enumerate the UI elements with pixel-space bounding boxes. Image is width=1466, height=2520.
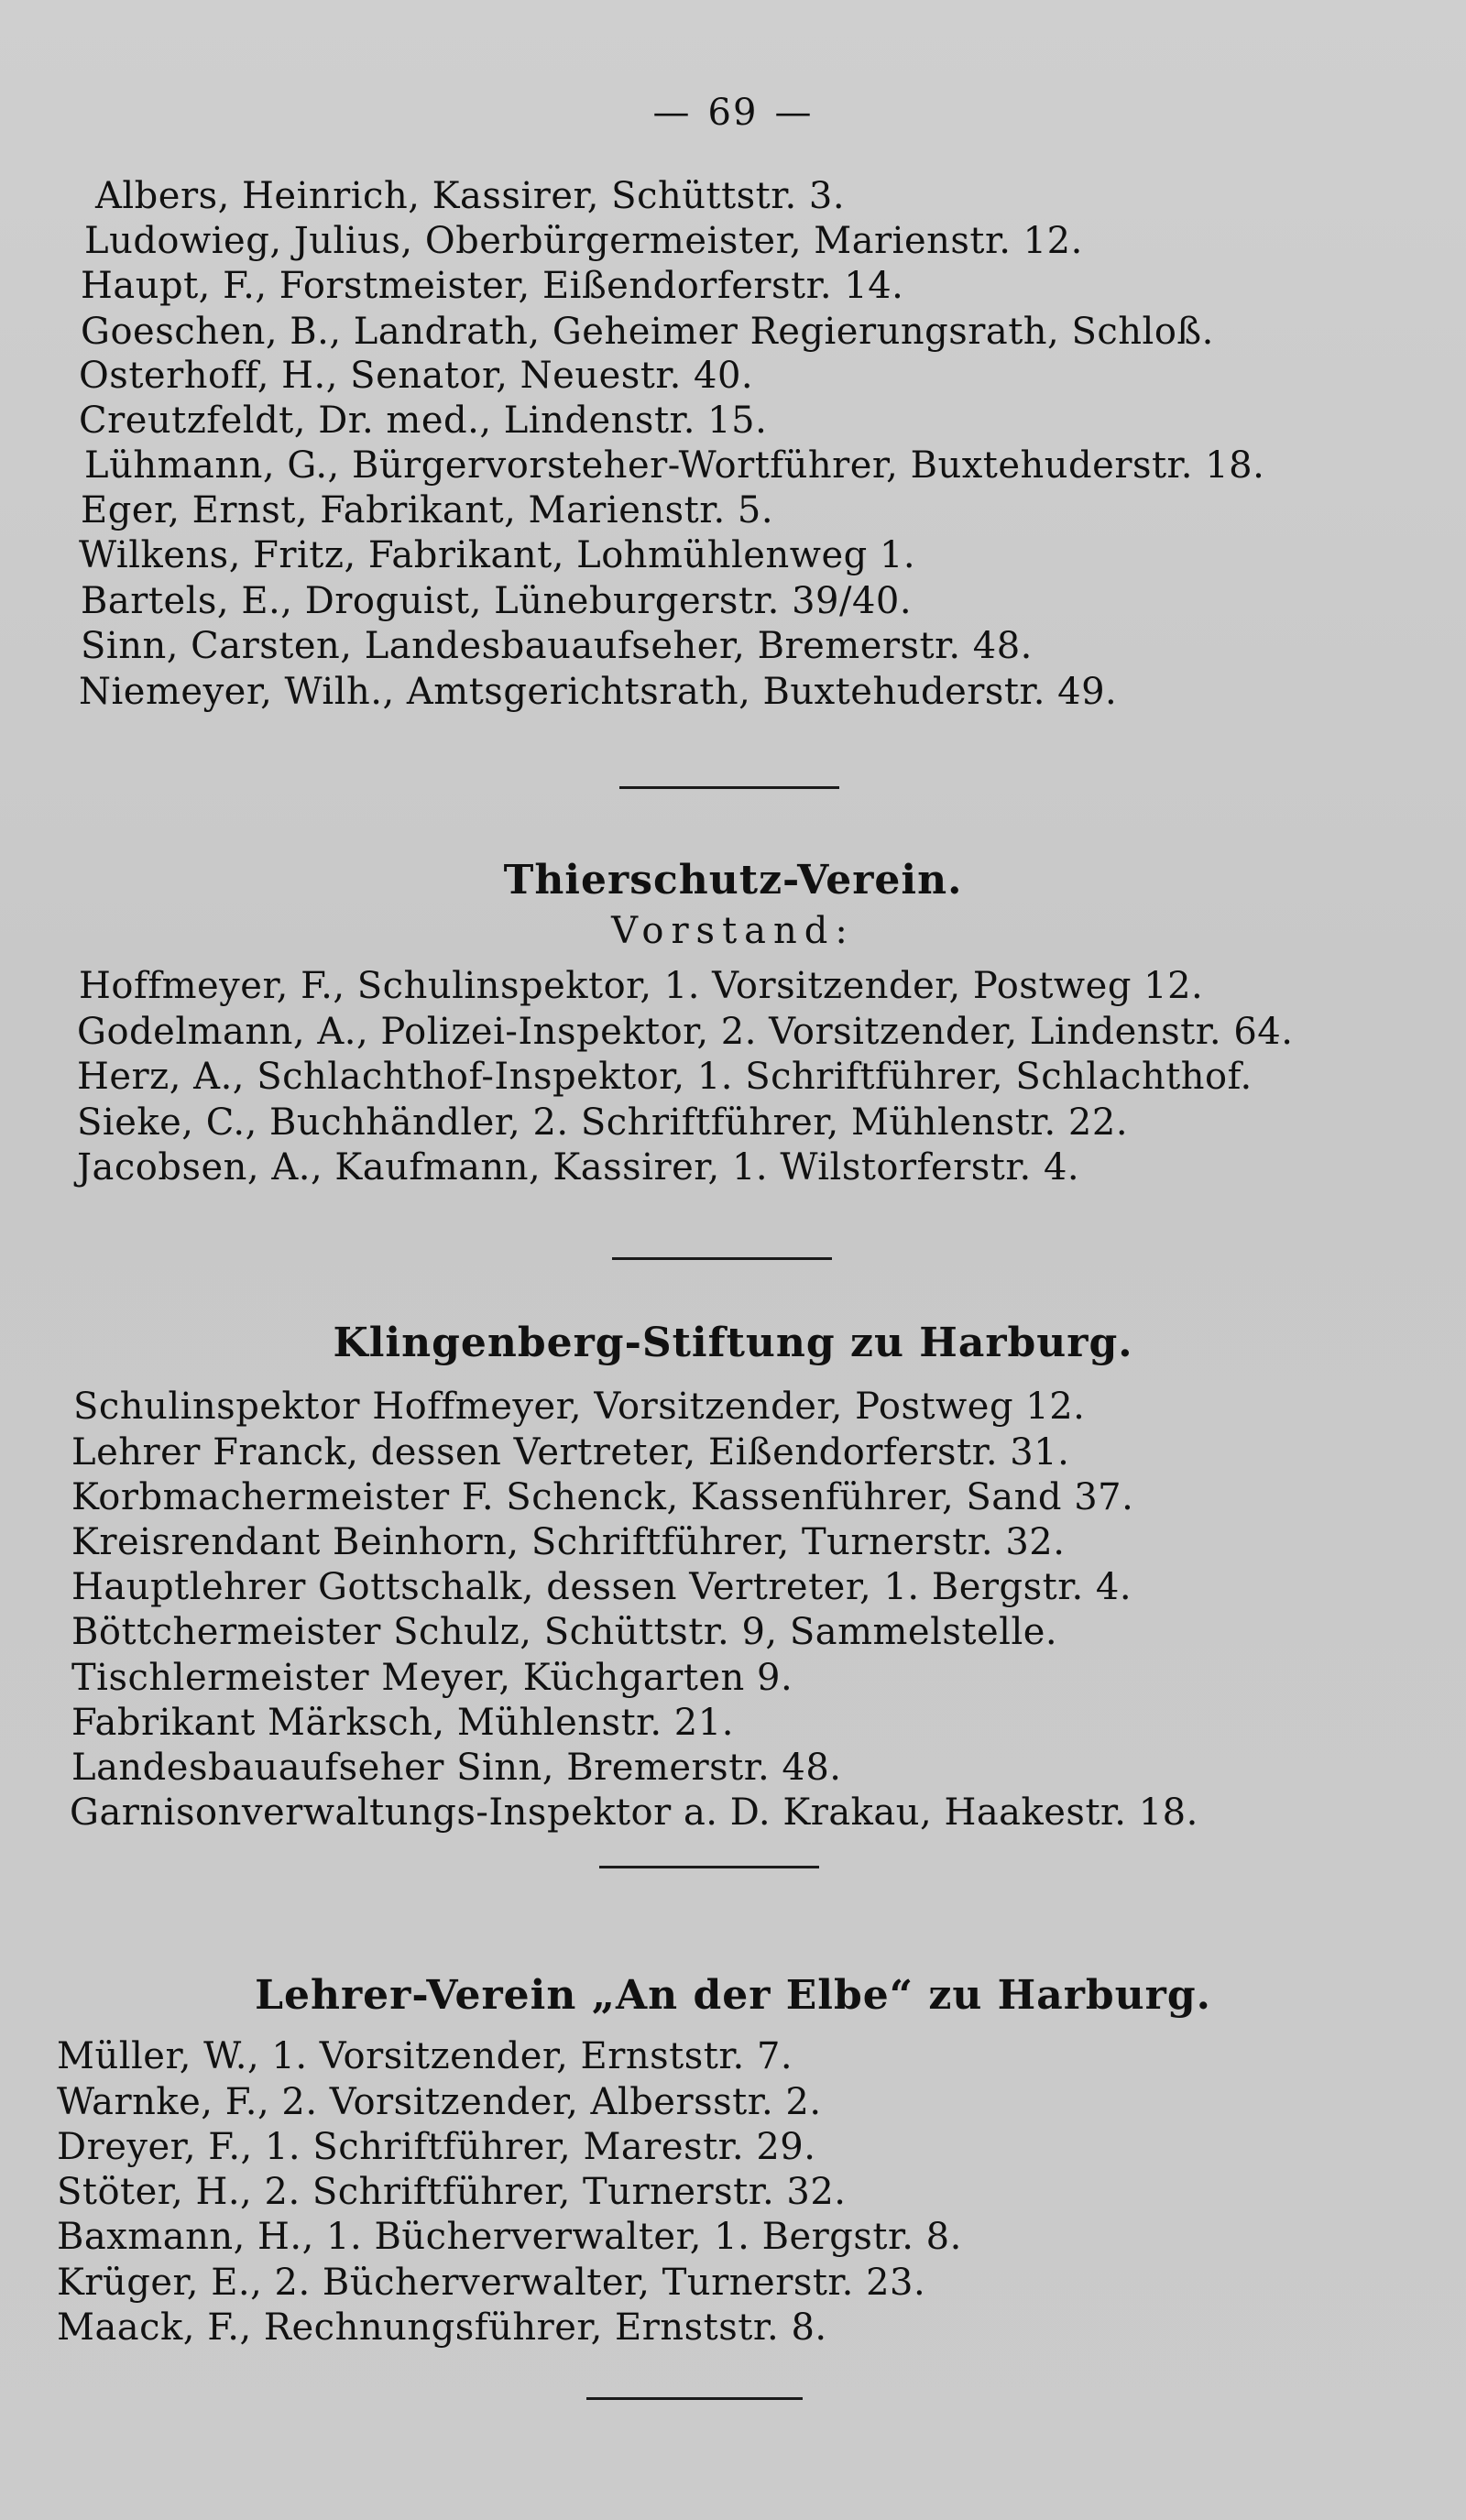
list-item: Tischlermeister Meyer, Küchgarten 9. [71, 1657, 793, 1699]
list-item: Warnke, F., 2. Vorsitzender, Albersstr. 2. [57, 2081, 822, 2123]
section-divider [619, 786, 839, 789]
list-item: Herz, A., Schlachthof-Inspektor, 1. Schriftführer, Schlachthof. [77, 1056, 1253, 1098]
list-item: Dreyer, F., 1. Schriftführer, Marestr. 29. [57, 2126, 816, 2168]
section-divider [612, 1257, 832, 1260]
list-item: Eger, Ernst, Fabrikant, Marienstr. 5. [81, 489, 774, 531]
page-number: — 69 — [652, 92, 814, 134]
list-item: Wilkens, Fritz, Fabrikant, Lohmühlenweg 1. [79, 534, 916, 576]
list-item: Hauptlehrer Gottschalk, dessen Vertreter, 1. Bergstr. 4. [71, 1566, 1132, 1608]
section-divider [586, 2397, 803, 2400]
list-item: Albers, Heinrich, Kassirer, Schüttstr. 3. [95, 175, 846, 217]
section-divider [599, 1866, 819, 1868]
list-item: Maack, F., Rechnungsführer, Ernststr. 8. [57, 2306, 827, 2349]
list-item: Bartels, E., Droguist, Lüneburgerstr. 39/40. [81, 580, 913, 622]
list-item: Creutzfeldt, Dr. med., Lindenstr. 15. [79, 400, 768, 442]
list-item: Hoffmeyer, F., Schulinspektor, 1. Vorsitzender, Postweg 12. [79, 965, 1204, 1007]
list-item: Sieke, C., Buchhändler, 2. Schriftführer, Mühlenstr. 22. [77, 1101, 1129, 1144]
list-item: Sinn, Carsten, Landesbauaufseher, Bremerstr. 48. [81, 625, 1033, 667]
list-item: Lühmann, G., Bürgervorsteher-Wortführer, Buxtehuderstr. 18. [84, 444, 1265, 487]
page-number-value: 69 [707, 92, 759, 134]
list-item: Böttchermeister Schulz, Schüttstr. 9, Sammelstelle. [71, 1611, 1058, 1653]
section-subtitle: Vorstand: [611, 910, 855, 952]
list-item: Müller, W., 1. Vorsitzender, Ernststr. 7. [57, 2035, 793, 2077]
list-item: Kreisrendant Beinhorn, Schriftführer, Turnerstr. 32. [71, 1521, 1066, 1563]
list-item: Lehrer Franck, dessen Vertreter, Eißendorferstr. 31. [71, 1431, 1070, 1474]
list-item: Schulinspektor Hoffmeyer, Vorsitzender, Postweg 12. [73, 1386, 1086, 1428]
list-item: Osterhoff, H., Senator, Neuestr. 40. [79, 355, 754, 397]
list-item: Stöter, H., 2. Schriftführer, Turnerstr. 32. [57, 2171, 847, 2213]
list-item: Landesbauaufseher Sinn, Bremerstr. 48. [71, 1747, 842, 1789]
list-item: Ludowieg, Julius, Oberbürgermeister, Marienstr. 12. [84, 220, 1083, 262]
section-title: Lehrer-Verein „An der Elbe“ zu Harburg. [255, 1972, 1211, 2019]
list-item: Fabrikant Märksch, Mühlenstr. 21. [71, 1702, 734, 1744]
list-item: Goeschen, B., Landrath, Geheimer Regierungsrath, Schloß. [81, 311, 1214, 353]
list-item: Garnisonverwaltungs-Inspektor a. D. Krakau, Haakestr. 18. [70, 1791, 1198, 1834]
list-item: Krüger, E., 2. Bücherverwalter, Turnerstr. 23. [57, 2262, 926, 2304]
list-item: Baxmann, H., 1. Bücherverwalter, 1. Bergstr. 8. [57, 2216, 962, 2258]
list-item: Godelmann, A., Polizei-Inspektor, 2. Vorsitzender, Lindenstr. 64. [77, 1011, 1294, 1053]
section-title: Thierschutz-Verein. [503, 857, 963, 904]
list-item: Niemeyer, Wilh., Amtsgerichtsrath, Buxtehuderstr. 49. [79, 671, 1118, 713]
list-item: Haupt, F., Forstmeister, Eißendorferstr. 14. [81, 265, 904, 307]
list-item: Korbmachermeister F. Schenck, Kassenführer, Sand 37. [71, 1476, 1134, 1518]
list-item: Jacobsen, A., Kaufmann, Kassirer, 1. Wilstorferstr. 4. [77, 1146, 1080, 1189]
section-title: Klingenberg-Stiftung zu Harburg. [333, 1320, 1133, 1366]
